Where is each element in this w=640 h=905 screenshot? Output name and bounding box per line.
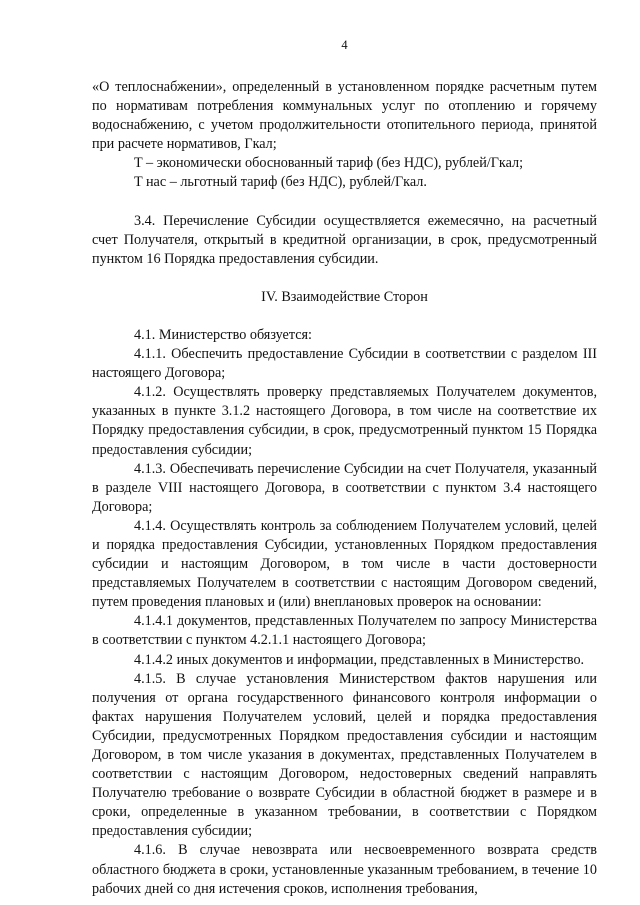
paragraph-tariff-t: T – экономически обоснованный тариф (без НДС), рублей/Гкал; [134,155,524,172]
paragraph-heat-supply: «О теплоснабжении», определенный в установленном порядке расчетным путем по нормативам потребления коммунальных услуг по отоплению и горячему водоснабжению, с учетом продолжительности отопительного периода, принятой при расчете нормативов, Гкал; [92,79,597,153]
page-number: 4 [341,38,348,52]
paragraph-tariff-t-nas: T нас – льготный тариф (без НДС), рублей/Гкал. [134,174,427,191]
spacer [92,269,597,288]
paragraph-3-4: 3.4. Перечисление Субсидии осуществляется ежемесячно, на расчетный счет Получателя, открытый в кредитной организации, в срок, предусмотренный пунктом 16 Порядка предоставления субсидии. [92,212,597,267]
paragraph-4-1-6: 4.1.6. В случае невозврата или несвоевременного возврата средств областного бюджета в сроки, установленные указанным требованием, в течение 10 рабочих дней со дня истечения сроков, исполнения требования, [92,842,597,897]
paragraph-4-1-4: 4.1.4. Осуществлять контроль за соблюдением Получателем условий, целей и порядка предоставления Субсидии, установленных Порядком предоставления субсидии и настоящим Договором, в том числе в части достоверности представляемых Получателем в соответствии с настоящим Договором сведений, путем проведения плановых и (или) внеплановых проверок на основании: [92,517,597,611]
spacer [92,307,597,326]
paragraph-4-1-1: 4.1.1. Обеспечить предоставление Субсидии в соответствии с разделом III настоящего Договора; [92,346,597,382]
paragraph-4-1-4-2: 4.1.4.2 иных документов и информации, представленных в Министерство. [134,651,585,668]
paragraph-4-1-3: 4.1.3. Обеспечивать перечисление Субсидии на счет Получателя, указанный в разделе VIII настоящего Договора, в соответствии с пунктом 3.4 настоящего Договора; [92,460,597,515]
paragraph-4-1-4-1: 4.1.4.1 документов, представленных Получателем по запросу Министерства в соответствии с пунктом 4.2.1.1 настоящего Договора; [92,613,597,649]
paragraph-4-1-5: 4.1.5. В случае установления Министерством фактов нарушения или получения от органа государственного финансового контроля информации о фактах нарушения Получателем условий, целей и порядка предоставления Субсидии, предусмотренных Порядком предоставления субсидии и настоящим Договором, в том числе указания в документах, представленных Получателем в соответствии с настоящим Договором, недостоверных сведений направлять Получателю требование о возврате Субсидии в областной бюджет в размере и в сроки, определенные в указанном требовании, в соответствии с Порядком предоставления субсидии; [92,670,597,840]
paragraph-4-1: 4.1. Министерство обязуется: [134,326,312,343]
section-title: IV. Взаимодействие Сторон [261,288,428,305]
paragraph-4-1-2: 4.1.2. Осуществлять проверку представляемых Получателем документов, указанных в пункте 3.1.2 настоящего Договора, в том числе на соответствие их Порядку предоставления субсидии, в срок, предусмотренный пунктом 15 Порядка предоставления субсидии; [92,384,597,458]
spacer [92,193,597,212]
